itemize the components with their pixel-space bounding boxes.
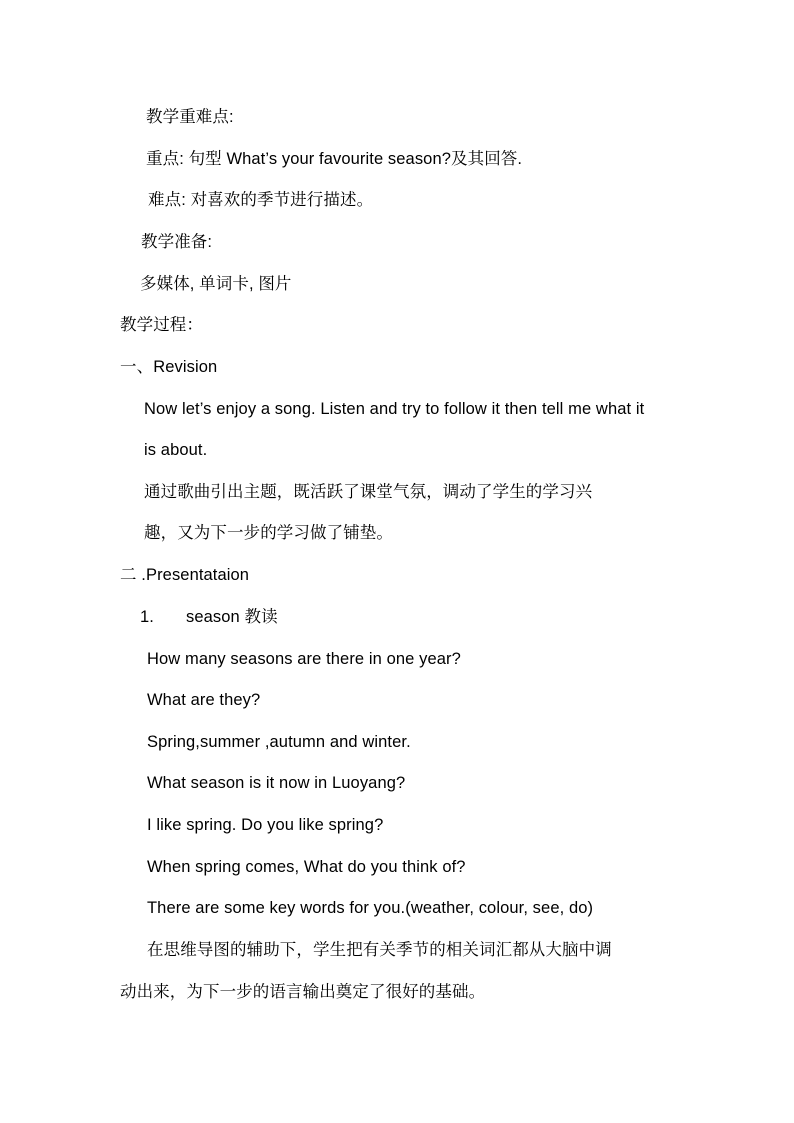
revision-note-line-2: 趣，又为下一步的学习做了铺垫。 (144, 524, 393, 542)
dialogue-line: I like spring. Do you like spring? (147, 816, 384, 834)
question-line: What season is it now in Luoyang? (147, 774, 406, 792)
section-presentation-heading: 二 .Presentataion (120, 566, 250, 584)
list-item-number: 1. (140, 608, 154, 626)
revision-paragraph-line-1: Now let’s enjoy a song. Listen and try to follow it then tell me what it (144, 400, 645, 418)
mindmap-note-line-2: 动出来，为下一步的语言输出奠定了很好的基础。 (120, 983, 486, 1001)
difficulty-line: 难点: 对喜欢的季节进行描述。 (148, 191, 374, 209)
revision-paragraph-line-2: is about. (144, 441, 208, 459)
section-revision-heading: 一、Revision (120, 358, 218, 376)
mindmap-note-line-1: 在思维导图的辅助下，学生把有关季节的相关词汇都从大脑中调 (147, 941, 612, 959)
preparation-items: 多媒体, 单词卡, 图片 (140, 275, 292, 293)
list-item-1 (140, 606, 278, 628)
answer-line: Spring,summer ,autumn and winter. (147, 733, 411, 751)
heading-preparation: 教学准备: (141, 233, 213, 251)
heading-key-difficulties: 教学重难点: (146, 108, 234, 126)
question-line: What are they? (147, 691, 261, 709)
key-words-line: There are some key words for you.(weather, colour, see, do) (147, 899, 594, 917)
heading-teaching-process: 教学过程： (120, 316, 203, 334)
revision-note-line-1: 通过歌曲引出主题，既活跃了课堂气氛，调动了学生的学习兴 (144, 483, 593, 501)
key-point-line: 重点: 句型 What’s your favourite season?及其回答. (146, 150, 523, 168)
list-item-text: season 教读 (186, 608, 278, 626)
question-line: When spring comes, What do you think of? (147, 858, 466, 876)
question-line: How many seasons are there in one year? (147, 650, 461, 668)
